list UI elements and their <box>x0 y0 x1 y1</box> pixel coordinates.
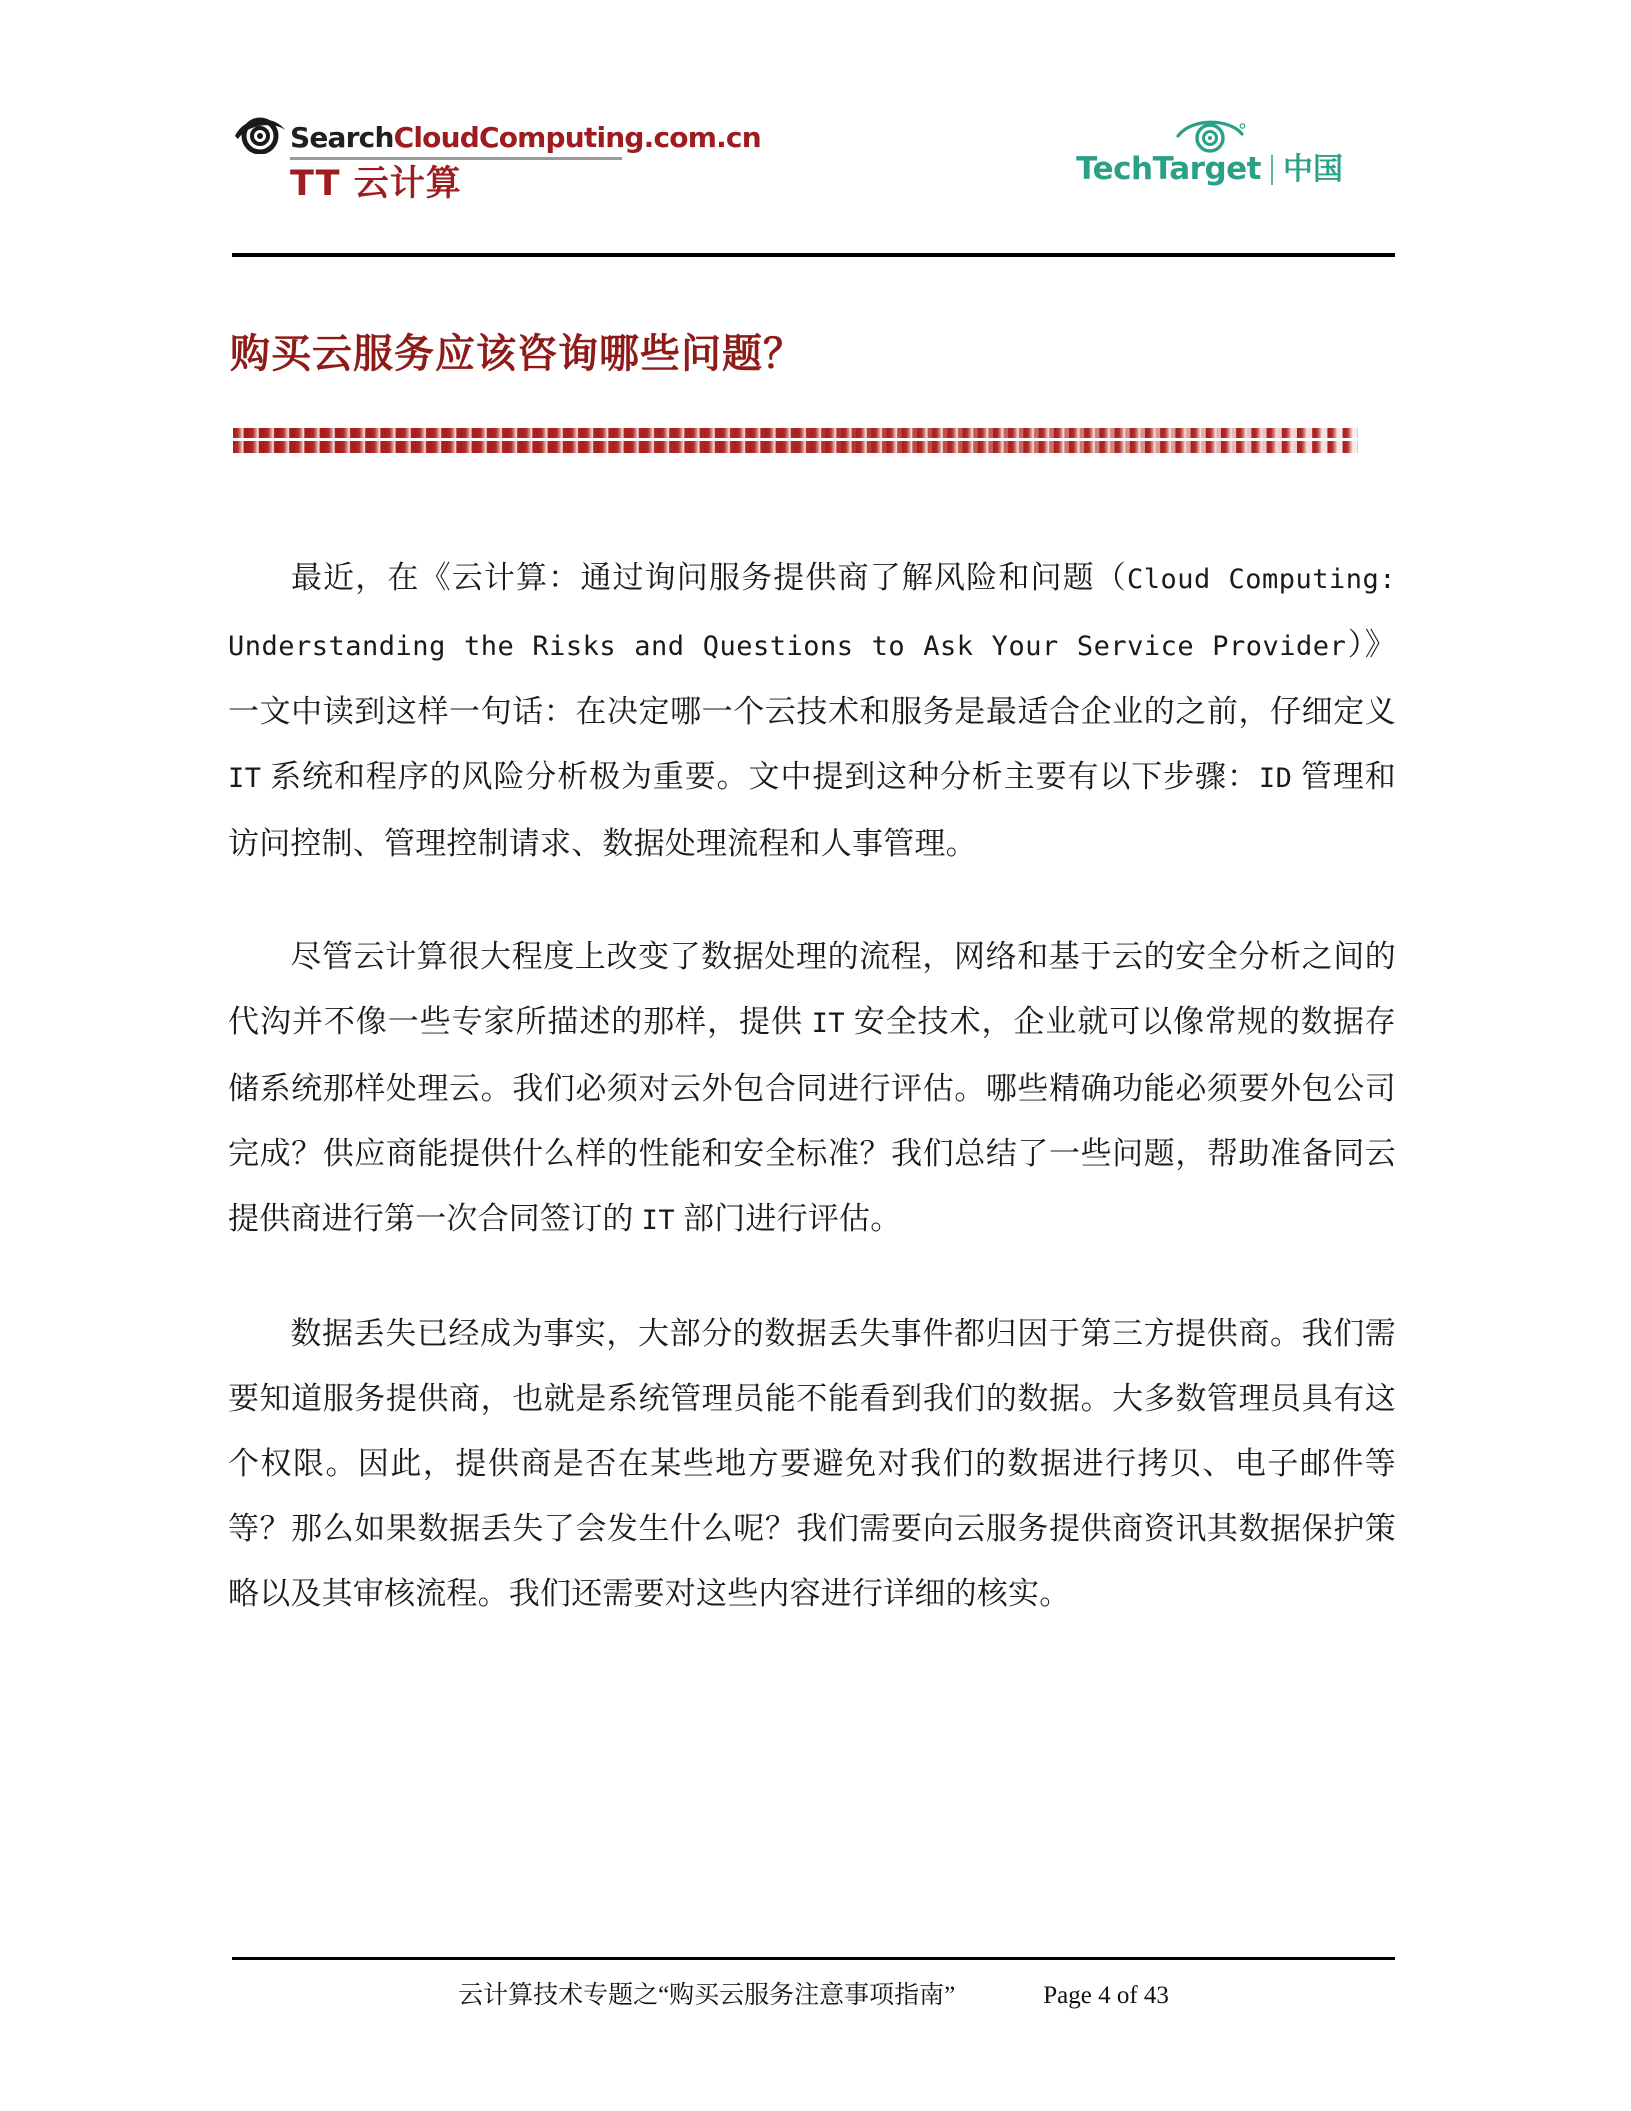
text-run-cjk: 系统和程序的风险分析极为重要。文中提到这种分析主要有以下步骤： <box>261 759 1259 794</box>
text-run-latin: IT <box>228 763 262 794</box>
header-horizontal-rule <box>232 253 1395 257</box>
footer-page-number: Page 4 of 43 <box>1043 1982 1169 2009</box>
page-footer <box>232 1975 1395 2011</box>
paragraph-3 <box>228 1301 1396 1626</box>
eye-icon <box>232 110 288 154</box>
searchcloudcomputing-logo <box>232 108 761 202</box>
paragraph-1 <box>228 545 1396 876</box>
text-run-cjk: 部门进行评估。 <box>675 1201 902 1236</box>
text-run-cjk: 管理和访问控制、管理控制请求、数据处理流程和人事管理。 <box>228 759 1396 861</box>
page-header <box>232 108 1395 218</box>
text-run-cjk: 数据丢失已经成为事实，大部分的数据丢失事件都归因于第三方提供商。我们需要知道服务提供商，也就是系统管理员能不能看到我们的数据。大多数管理员具有这个权限。因此，提供商是否在某些地方要避免对我们的数据进行拷贝、电子邮件等等？那么如果数据丢失了会发生什么呢？我们需要向云服务提供商资讯其数据保护策略以及其审核流程。我们还需要对这些内容进行详细的核实。 <box>228 1316 1396 1611</box>
text-run-latin: Cloud Computing: Understanding the Risks and Questions to Ask Your Service Provider <box>228 564 1396 662</box>
techtarget-region-label: 中国 <box>1283 151 1343 187</box>
brand-sub-label: TT 云计算 <box>290 164 462 204</box>
techtarget-divider <box>1271 155 1273 185</box>
text-run-latin: IT <box>641 1205 676 1236</box>
techtarget-logo <box>1076 108 1343 185</box>
text-run-cjk: ）》一文中读到这样一句话：在决定哪一个云技术和服务是最适合企业的之前，仔细定义 <box>228 627 1396 729</box>
footer-title: 云计算技术专题之“购买云服务注意事项指南” <box>458 1982 956 2009</box>
brand-row <box>232 110 761 154</box>
footer-horizontal-rule <box>232 1957 1395 1960</box>
text-run-cjk: 最近，在《云计算：通过询问服务提供商了解风险和问题（ <box>290 560 1127 595</box>
techtarget-wordmark-row <box>1076 151 1343 187</box>
techtarget-wordmark: TechTarget <box>1076 151 1261 187</box>
techtarget-eye-icon <box>1173 116 1247 156</box>
brand-wordmark-search: Search <box>290 121 394 154</box>
brand-wordmark <box>290 121 761 154</box>
paragraph-2 <box>228 924 1396 1253</box>
article-body <box>228 545 1396 1674</box>
brand-wordmark-domain: CloudComputing.com.cn <box>393 121 761 154</box>
page-title: 购买云服务应该咨询哪些问题？ <box>230 331 804 376</box>
text-run-cjk: 尽管云计算很大程度上改变了数据处理的流程，网络和基于云的安全分析之间的代沟并不像一些专家所描述的那样，提供 <box>228 939 1396 1039</box>
text-run-latin: ID <box>1258 763 1293 794</box>
decorative-dash-bar <box>233 428 1358 453</box>
brand-underline-divider <box>290 157 622 160</box>
text-run-latin: IT <box>811 1008 846 1039</box>
text-run-cjk: 安全技术，企业就可以像常规的数据存储系统那样处理云。我们必须对云外包合同进行评估。哪些精确功能必须要外包公司完成？供应商能提供什么样的性能和安全标准？我们总结了一些问题，帮助准备同云提供商进行第一次合同签订的 <box>228 1004 1396 1236</box>
